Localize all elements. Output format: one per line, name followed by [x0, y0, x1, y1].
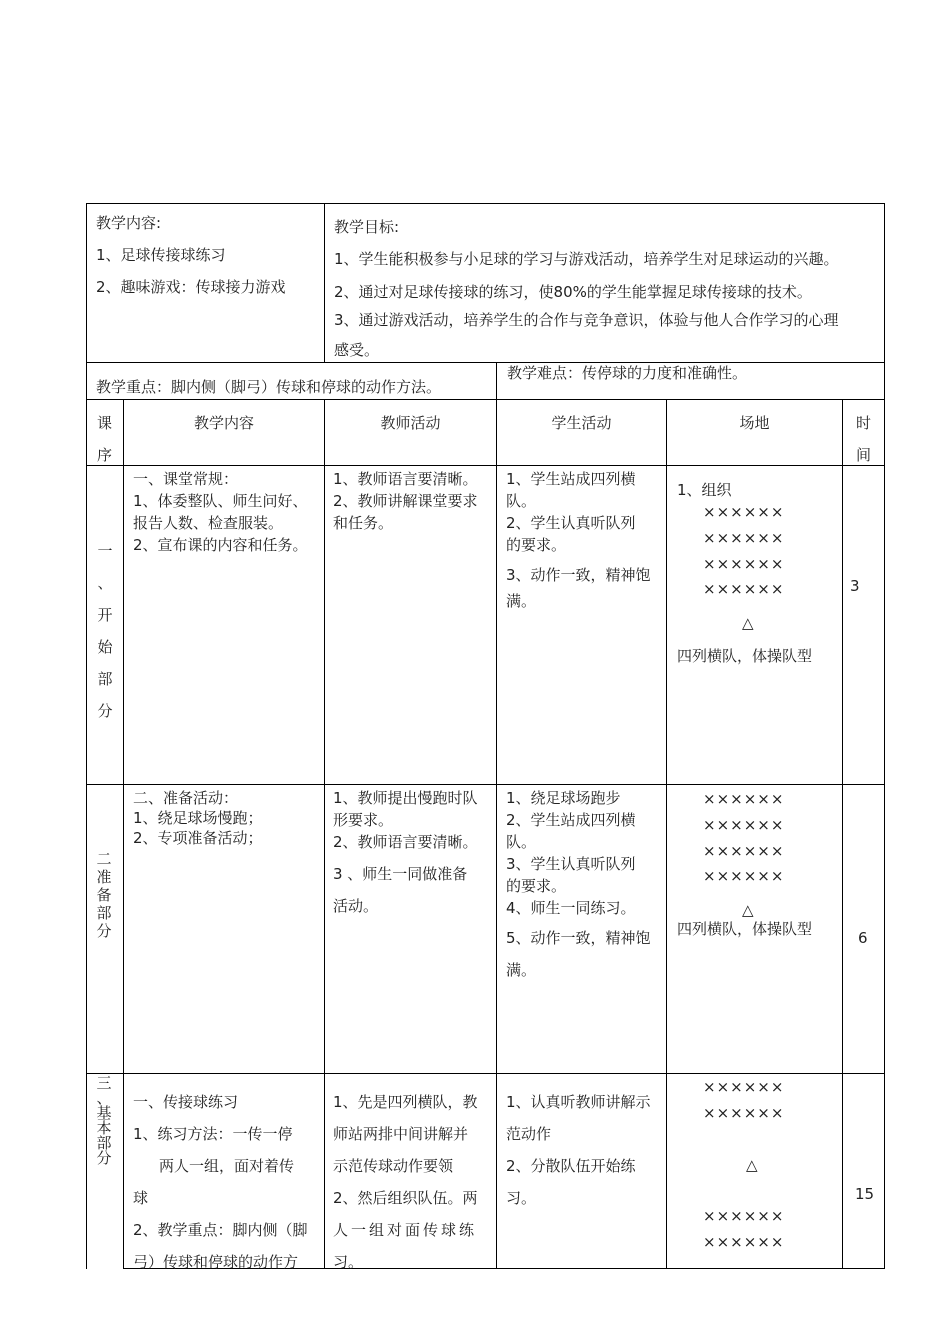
- header-order: 序: [97, 446, 113, 464]
- teacher-line: 师站两排中间讲解并: [333, 1125, 469, 1143]
- header-content: 教学内容: [193, 414, 254, 432]
- time-value: 6: [858, 929, 868, 947]
- row-divider: [86, 1073, 885, 1074]
- section-label-char: 部: [96, 904, 112, 922]
- content-line: 2、专项准备活动；: [133, 829, 263, 847]
- section-label-char: 开: [97, 606, 113, 624]
- section-label-char: 分: [96, 1149, 112, 1167]
- col-divider: [123, 399, 124, 1269]
- content-line: 1、体委整队、师生问好、: [133, 492, 308, 510]
- col-divider: [666, 399, 667, 1269]
- goal-item: 1、学生能积极参与小足球的学习与游戏活动，培养学生对足球运动的兴趣。: [334, 250, 839, 268]
- venue-caption: 四列横队，体操队型: [677, 647, 813, 665]
- student-line: 1、绕足球场跑步: [506, 789, 621, 807]
- header-venue: 场地: [739, 414, 770, 432]
- content-item: 2、趣味游戏：传球接力游戏: [96, 278, 286, 296]
- student-line: 队。: [506, 492, 537, 510]
- time-value: 15: [855, 1185, 875, 1203]
- section-label-char: 部: [97, 670, 113, 688]
- goal-item: 2、通过对足球传接球的练习，使80%的学生能掌握足球传接球的技术。: [334, 283, 812, 301]
- goal-title: 教学目标:: [334, 218, 400, 236]
- formation-row: ××××××: [703, 867, 785, 885]
- section-label-char: 分: [96, 922, 112, 940]
- teacher-line: 和任务。: [333, 514, 394, 532]
- student-line: 3、学生认真听队列: [506, 855, 636, 873]
- section-label-char: 、: [96, 1089, 112, 1107]
- teacher-activity: [333, 1086, 478, 1278]
- teacher-line: 1、教师语言要清晰。: [333, 470, 478, 488]
- teacher-position-icon: △: [746, 1156, 758, 1174]
- col-divider: [324, 399, 325, 1269]
- col-divider: [496, 399, 497, 1269]
- student-line: 满。: [506, 961, 537, 979]
- student-line: 5、动作一致，精神饱: [506, 929, 651, 947]
- student-activity: [506, 468, 651, 612]
- teacher-line: 3 、师生一同做准备: [333, 865, 468, 883]
- student-line: 2、学生站成四列横: [506, 811, 636, 829]
- header-time: 时: [856, 414, 872, 432]
- teacher-activity: [333, 468, 478, 534]
- row-divider: [86, 399, 885, 400]
- venue-caption: 四列横队，体操队型: [677, 920, 813, 938]
- formation-row: ××××××: [703, 816, 785, 834]
- formation-row: ××××××: [703, 503, 785, 521]
- content-line: 一、课堂常规：: [133, 470, 239, 488]
- section-label-prepare: [94, 850, 114, 940]
- section-label-char: 部: [96, 1134, 112, 1152]
- formation-row: ××××××: [703, 1207, 785, 1225]
- content-line: 两人一组，面对着传: [159, 1157, 295, 1175]
- student-line: 习。: [506, 1189, 537, 1207]
- section-label-char: 备: [96, 886, 112, 904]
- teacher-line: 活动。: [333, 897, 379, 915]
- content-line: 一、传接球练习: [133, 1093, 239, 1111]
- teacher-line: 示范传球动作要领: [333, 1157, 454, 1175]
- teacher-line: 形要求。: [333, 811, 394, 829]
- student-line: 1、认真听教师讲解示: [506, 1093, 651, 1111]
- section-label-char: 基: [96, 1104, 112, 1122]
- section-label-char: 、: [97, 574, 113, 592]
- section-label-char: 始: [97, 638, 113, 656]
- content-line: 2、宣布课的内容和任务。: [133, 536, 308, 554]
- student-line: 1、学生站成四列横: [506, 470, 636, 488]
- content-line: 报告人数、检查服装。: [133, 514, 284, 532]
- row-divider: [86, 362, 885, 363]
- formation-row: ××××××: [703, 1078, 785, 1096]
- content-line: 2、教学重点：脚内侧（脚: [133, 1221, 308, 1239]
- col-divider: [496, 362, 497, 400]
- student-line: 的要求。: [506, 536, 567, 554]
- student-activity: [506, 1086, 651, 1214]
- col-divider: [324, 203, 325, 363]
- header-time: 间: [856, 446, 872, 464]
- content-line: 弓）传球和停球的动作方: [133, 1253, 299, 1271]
- time-value: 3: [850, 577, 860, 595]
- formation-row: ××××××: [703, 790, 785, 808]
- formation-row: ××××××: [703, 580, 785, 598]
- row-divider: [86, 465, 885, 466]
- teacher-position-icon: △: [742, 901, 754, 919]
- teacher-line: 人一组对面传球练: [333, 1221, 478, 1239]
- section-label-char: 三: [96, 1074, 112, 1092]
- section-content: [133, 468, 308, 556]
- content-line: 球: [133, 1189, 149, 1207]
- section-label-char: 一: [97, 542, 113, 560]
- student-line: 的要求。: [506, 877, 567, 895]
- teacher-line: 习。: [333, 1253, 364, 1271]
- student-line: 2、分散队伍开始练: [506, 1157, 636, 1175]
- teacher-line: 2、教师讲解课堂要求: [333, 492, 478, 510]
- teacher-line: 1、先是四列横队，教: [333, 1093, 478, 1111]
- header-teacher: 教师活动: [380, 414, 441, 432]
- col-divider: [842, 399, 843, 1269]
- student-line: 队。: [506, 833, 537, 851]
- header-order: 课: [97, 414, 113, 432]
- section-label-start: [95, 540, 115, 732]
- teacher-line: 2、然后组织队伍。两: [333, 1189, 478, 1207]
- goal-item: 3、通过游戏活动，培养学生的合作与竞争意识，体验与他人合作学习的心理: [334, 311, 839, 329]
- section-label-char: 分: [97, 702, 113, 720]
- formation-row: ××××××: [703, 529, 785, 547]
- key-point: 教学重点：脚内侧（脚弓）传球和停球的动作方法。: [96, 378, 442, 396]
- student-line: 满。: [506, 592, 537, 610]
- teacher-line: 2、教师语言要清晰。: [333, 833, 478, 851]
- content-line: 1、绕足球场慢跑；: [133, 809, 263, 827]
- student-line: 3、动作一致，精神饱: [506, 566, 651, 584]
- student-line: 范动作: [506, 1125, 552, 1143]
- teacher-line: 1、教师提出慢跑时队: [333, 789, 478, 807]
- content-title: 教学内容:: [96, 214, 162, 232]
- formation-row: ××××××: [703, 555, 785, 573]
- goal-item: 感受。: [334, 341, 380, 359]
- student-line: 4、师生一同练习。: [506, 899, 636, 917]
- student-line: 2、学生认真听队列: [506, 514, 636, 532]
- row-divider: [86, 784, 885, 785]
- student-activity: [506, 787, 651, 981]
- venue-title: 1、组织: [677, 481, 732, 499]
- section-label-basic: [94, 1076, 114, 1166]
- difficulty: 教学难点：传停球的力度和准确性。: [507, 364, 748, 382]
- formation-row: ××××××: [703, 842, 785, 860]
- section-label-char: 二: [96, 850, 112, 868]
- content-item: 1、足球传接球练习: [96, 246, 226, 264]
- table-border-top: [86, 203, 885, 204]
- section-content: [133, 1086, 308, 1278]
- section-content: [133, 788, 263, 848]
- formation-row: ××××××: [703, 1104, 785, 1122]
- formation-row: ××××××: [703, 1233, 785, 1251]
- teacher-activity: [333, 787, 478, 917]
- content-line: 二、准备活动：: [133, 789, 239, 807]
- content-line: 1、练习方法：一传一停: [133, 1125, 293, 1143]
- header-student: 学生活动: [551, 414, 612, 432]
- section-label-char: 准: [96, 868, 112, 886]
- teacher-position-icon: △: [742, 614, 754, 632]
- section-label-char: 本: [96, 1119, 112, 1137]
